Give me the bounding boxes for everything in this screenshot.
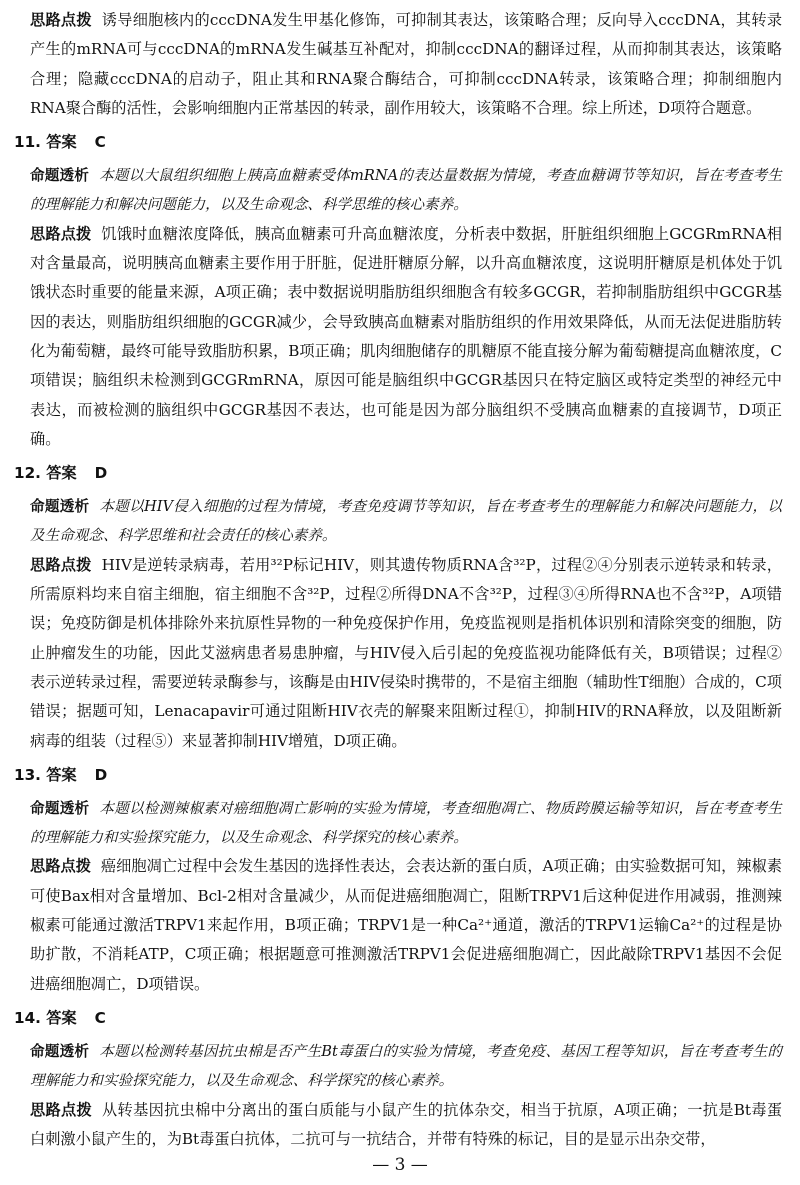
- q14-hint: [30, 1096, 782, 1155]
- q14-number: 14. 答案: [14, 1008, 77, 1027]
- q11-hint-label: 思路点拨: [30, 224, 92, 243]
- q12-analysis-text: 本题以HIV侵入细胞的过程为情境，考查免疫调节等知识，旨在考查考生的理解能力和解决问题能力，以及生命观念、科学思维和社会责任的核心素养。: [30, 498, 782, 545]
- q13-hint-text: 癌细胞凋亡过程中会发生基因的选择性表达，会表达新的蛋白质，A项正确；由实验数据可知，辣椒素可使Bax相对含量增加、Bcl-2相对含量减少，从而促进癌细胞凋亡，阻断TRPV1后这种促进作用减弱，推测辣椒素可能通过激活TRPV1来起作用，B项正确；TRPV1是一种Ca²⁺通道，激活的TRPV1运输Ca²⁺的过程是协助扩散，不消耗ATP，C项正确；根据题意可推测激活TRPV1会促进癌细胞凋亡，因此敲除TRPV1基因不会促进癌细胞凋亡，D项错误。: [30, 857, 783, 993]
- q13-analysis: [30, 794, 782, 853]
- q12-analysis: [30, 492, 782, 551]
- q13-analysis-label: 命题透析: [30, 799, 90, 817]
- q10-hint: [30, 6, 782, 123]
- q14-hint-text: 从转基因抗虫棉中分离出的蛋白质能与小鼠产生的抗体杂交，相当于抗原，A项正确；一抗是Bt毒蛋白刺激小鼠产生的，为Bt毒蛋白抗体，二抗可与一抗结合，并带有特殊的标记，目的是显示出杂交带，: [30, 1100, 783, 1148]
- q11-analysis: [30, 161, 782, 220]
- q14-hint-label: 思路点拨: [30, 1100, 93, 1119]
- q14-answer: C: [94, 1008, 106, 1027]
- q12-hint-label: 思路点拨: [30, 555, 92, 574]
- q13-answer-line: [14, 760, 782, 790]
- q11-hint-text: 饥饿时血糖浓度降低，胰高血糖素可升高血糖浓度，分析表中数据，肝脏组织细胞上GCGRmRNA相对含量最高，说明胰高血糖素主要作用于肝脏，促进肝糖原分解，以升高血糖浓度，这说明肝糖原是机体处于饥饿状态时重要的能量来源，A项正确；表中数据说明脂肪组织细胞含有较多GCGR，若抑制脂肪组织中GCGR基因的表达，则脂肪组织细胞的GCGR减少，会导致胰高血糖素对脂肪组织的作用效果降低，从而无法促进脂肪转化为葡萄糖，最终可能导致脂肪积累，B项正确；肌肉细胞储存的肌糖原不能直接分解为葡萄糖提高血糖浓度，C项错误；脑组织未检测到GCGRmRNA，原因可能是脑组织中GCGR基因只在特定脑区或特定类型的神经元中表达，而被检测的脑组织中GCGR基因不表达，也可能是因为部分脑组织不受胰高血糖素的直接调节，D项正确。: [30, 224, 782, 448]
- q13-analysis-text: 本题以检测辣椒素对癌细胞凋亡影响的实验为情境，考查细胞凋亡、物质跨膜运输等知识，旨在考查考生的理解能力和实验探究能力，以及生命观念、科学探究的核心素养。: [30, 799, 782, 847]
- q11-answer-line: [14, 127, 782, 157]
- q10-hint-text: 诱导细胞核内的cccDNA发生甲基化修饰，可抑制其表达，该策略合理；反向导入cccDNA，其转录产生的mRNA可与cccDNA的mRNA发生碱基互补配对，抑制cccDNA的翻译过程，从而抑制其表达，该策略合理；隐藏cccDNA的启动子，阻止其和RNA聚合酶结合，可抑制cccDNA转录，该策略合理；抑制细胞内RNA聚合酶的活性，会影响细胞内正常基因的转录，副作用较大，该策略不合理。综上所述，D项符合题意。: [30, 11, 783, 117]
- q12-hint-text: HIV是逆转录病毒，若用³²P标记HIV，则其遗传物质RNA含³²P，过程②④分别表示逆转录和转录，所需原料均来自宿主细胞，宿主细胞不含³²P，过程②所得DNA不含³²P，过程③④所得RNA也不含³²P，A项错误；免疫防御是机体排除外来抗原性异物的一种免疫保护作用，免疫监视则是指机体识别和清除突变的细胞，防止肿瘤发生的功能，因此艾滋病患者易患肿瘤，与HIV侵入后引起的免疫监视功能降低有关，B项错误；过程②表示逆转录过程，需要逆转录酶参与，该酶是由HIV侵染时携带的，不是宿主细胞（辅助性T细胞）合成的，C项错误；据题可知，Lenacapavir可通过阻断HIV衣壳的解聚来阻断过程①，抑制HIV的RNA释放，以及阻断新病毒的组装（过程⑤）来显著抑制HIV增殖，D项正确。: [30, 555, 782, 750]
- q13-section: [14, 760, 783, 999]
- q14-analysis-text: 本题以检测转基因抗虫棉是否产生Bt毒蛋白的实验为情境，考查免疫、基因工程等知识，旨在考查考生的理解能力和实验探究能力，以及生命观念、科学探究的核心素养。: [30, 1042, 782, 1090]
- q11-section: [14, 127, 782, 454]
- q14-section: [14, 1003, 783, 1154]
- q13-hint-label: 思路点拨: [30, 857, 91, 876]
- q11-analysis-text: 本题以大鼠组织细胞上胰高血糖素受体mRNA的表达量数据为情境，考查血糖调节等知识，旨在考查考生的理解能力和解决问题能力，以及生命观念、科学思维的核心素养。: [30, 167, 782, 214]
- q11-analysis-label: 命题透析: [30, 167, 90, 185]
- q11-hint: [30, 220, 782, 454]
- q10-hint-label: 思路点拨: [30, 11, 92, 29]
- q12-number: 12. 答案: [14, 464, 77, 483]
- page-number: — 3 —: [372, 1155, 428, 1175]
- q12-answer-line: [14, 458, 782, 488]
- q13-answer: D: [94, 765, 108, 784]
- q14-analysis: [30, 1037, 782, 1096]
- q11-number: 11. 答案: [14, 133, 77, 152]
- q13-number: 13. 答案: [14, 765, 77, 784]
- q12-analysis-label: 命题透析: [30, 498, 90, 516]
- q12-answer: D: [94, 464, 108, 483]
- q13-hint: [30, 852, 782, 998]
- q14-analysis-label: 命题透析: [30, 1042, 90, 1060]
- q11-answer: C: [94, 133, 106, 152]
- q10-section: [30, 6, 782, 123]
- q14-answer-line: [14, 1003, 782, 1033]
- q12-section: [14, 458, 782, 756]
- q12-hint: [30, 551, 782, 756]
